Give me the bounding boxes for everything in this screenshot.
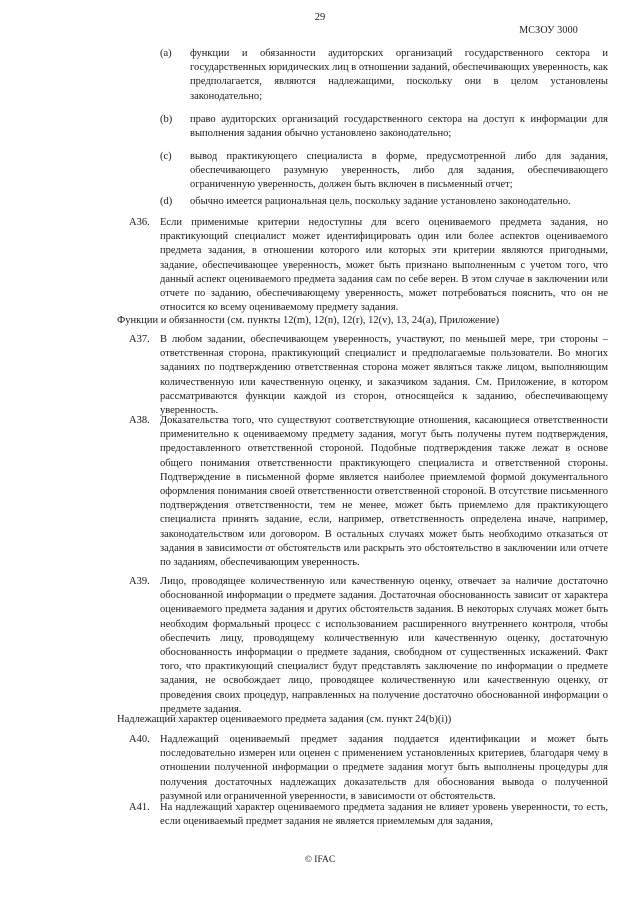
document-code: МСЗОУ 3000 [519,25,578,36]
paragraph-a41: На надлежащий характер оцениваемого предмета задания не влияет уровень уверенности, то есть, если оцениваемый предмет задания не является приемлемым для задания, [160,802,608,828]
section-heading-roles: Функции и обязанности (см. пункты 12(m), 12(n), 12(r), 12(v), 13, 24(a), Приложение) [117,315,500,326]
section-heading-suitability: Надлежащий характер оцениваемого предмета задания (см. пункт 24(b)(i)) [117,714,452,725]
subitem-label-b: (b) [160,114,173,125]
footer-copyright: © IFAC [304,855,336,865]
subitem-text-c: вывод практикующего специалиста в форме, предусмотренной либо для задания, обеспечивающего разумную уверенность, либо для задания, обеспечивающего ограниченную уверенность, должен быть включен в письменный отчет; [190,151,608,191]
paragraph-label-a37: A37. [129,334,150,345]
paragraph-a36: Если применимые критерии недоступны для всего оцениваемого предмета задания, но практикующий специалист может идентифицировать один или более аспектов оцениваемого предмета задания, в отношении которого или которых эти критерии являются пригодными, задание, обеспечивающее уверенность, может быть признано выполненным с учетом того, что данный аспект оцениваемого предмета задания сам по себе верен. В этом случае в заключении или отчете по заданию, обеспечивающему уверенность, может потребоваться пояснить, что он не относится ко всему оцениваемому предмету задания. [160,217,608,314]
subitem-text-d: обычно имеется рациональная цель, поскольку задание установлено законодательно. [190,196,571,207]
paragraph-label-a39: A39. [129,576,150,587]
subitem-label-c: (c) [160,151,172,162]
paragraph-label-a40: A40. [129,734,150,745]
subitem-label-a: (a) [160,48,172,59]
subitem-text-a: функции и обязанности аудиторских организаций государственного сектора и государственных юридических лиц в отношении заданий, обеспечивающих уверенность, как предполагается, являются надлежащими, поскольку они в целом установлены законодательно; [190,48,608,102]
paragraph-a39: Лицо, проводящее количественную или качественную оценку, отвечает за наличие достаточно обоснованной информации о предмете задания. Достаточная обоснованность зависит от характера оцениваемого предмета задания и других обстоятельств задания. В некоторых случаях может быть необходим формальный процесс с использованием расширенного внутреннего контроля, чтобы обеспечить лицу, проводящему количественную или качественную оценку, достаточную обоснованность информации о предмете задания, свободном от существенных искажений. Факт того, что практикующий специалист будут представлять заключение по информации о предмете задания, не освобождает лицо, проводящее количественную или качественную оценку, от проведения своих процедур, направленных на получение достаточно обоснованной информации о предмете задания. [160,576,608,715]
paragraph-label-a36: A36. [129,217,150,228]
paragraph-a38: Доказательства того, что существуют соответствующие отношения, касающиеся ответственности применительно к оцениваемому предмету задания, могут быть получены путем подтверждения, предоставленного ответственной стороной. Подобные подтверждения также лежат в основе общего понимания ответственности практикующего специалиста и ответственной стороны. Подтверждение в письменной форме является наиболее приемлемой формой документального оформления понимания своей ответственности ответственной стороной. В отсутствие письменного подтверждения ответственности, тем не менее, может быть приемлемо для практикующего специалиста принять задание, если, например, ответственность определена иначе, например, законодательством или договором. В остальных случаях может быть необходимо отказаться от задания в зависимости от обстоятельств или раскрыть это обстоятельство в заключении или отчете по заданиям, обеспечивающим уверенность. [160,415,608,569]
page-number: 29 [314,12,326,23]
paragraph-label-a41: A41. [129,802,150,813]
subitem-label-d: (d) [160,196,173,207]
paragraph-a40: Надлежащий оцениваемый предмет задания поддается идентификации и может быть последовательно измерен или оценен с применением установленных критериев, благодаря чему в отношении полученной информации о предмете задания могут быть выполнены процедуры для получения достаточных надлежащих доказательств для обоснования вывода о полученной разумной или ограниченной уверенности, в зависимости от обстоятельств. [160,734,608,802]
subitem-text-b: право аудиторских организаций государственного сектора на доступ к информации для выполнения задания обычно установлено законодательно; [190,114,608,140]
paragraph-label-a38: A38. [129,415,150,426]
paragraph-a37: В любом задании, обеспечивающем уверенность, участвуют, по меньшей мере, три стороны – ответственная сторона, практикующий специалист и предполагаемые пользователи. Во многих заданиях по подтверждению ответственная сторона может являться также лицом, выполняющим количественную или качественную оценку, и заказчиком задания. См. Приложение, в котором рассматриваются функции каждой из сторон, относящейся к заданию, обеспечивающему уверенность. [160,334,608,417]
